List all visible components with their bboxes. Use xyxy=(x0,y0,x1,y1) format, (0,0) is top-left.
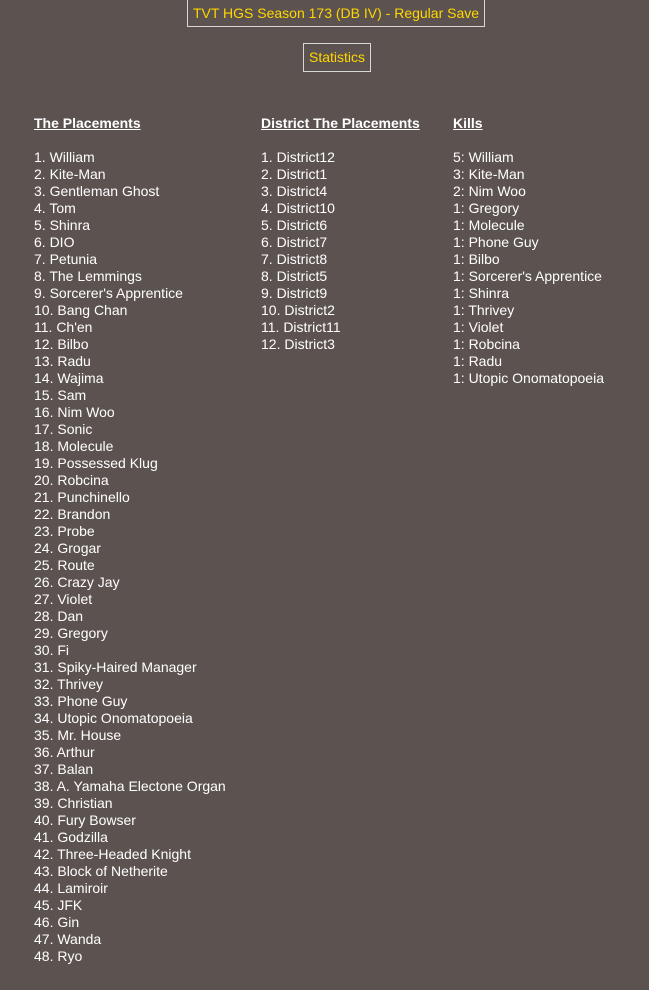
placement-item: 36. Arthur xyxy=(34,744,95,760)
placement-item: 7. Petunia xyxy=(34,251,98,267)
district-placements-list xyxy=(261,149,420,353)
district-placement-item: 4. District10 xyxy=(261,200,335,216)
kill-item: 1: Thrivey xyxy=(453,302,515,318)
district-placement-item: 2. District1 xyxy=(261,166,328,182)
placement-item: 14. Wajima xyxy=(34,370,104,386)
placement-item: 42. Three-Headed Knight xyxy=(34,846,191,862)
placement-item: 41. Godzilla xyxy=(34,829,108,845)
district-placements-heading: District The Placements xyxy=(261,115,420,131)
kill-item: 2: Nim Woo xyxy=(453,183,526,199)
placement-item: 18. Molecule xyxy=(34,438,114,454)
district-placement-item: 10. District2 xyxy=(261,302,335,318)
placement-item: 35. Mr. House xyxy=(34,727,122,743)
district-placement-item: 6. District7 xyxy=(261,234,328,250)
placement-item: 2. Kite-Man xyxy=(34,166,106,182)
placements-column xyxy=(34,115,226,965)
district-placement-item: 5. District6 xyxy=(261,217,328,233)
kill-item: 1: Shinra xyxy=(453,285,510,301)
district-placement-item: 12. District3 xyxy=(261,336,335,352)
placement-item: 33. Phone Guy xyxy=(34,693,128,709)
district-placement-item: 11. District11 xyxy=(261,319,341,335)
placement-item: 27. Violet xyxy=(34,591,93,607)
kill-item: 1: Bilbo xyxy=(453,251,500,267)
kill-item: 1: Radu xyxy=(453,353,503,369)
placement-item: 17. Sonic xyxy=(34,421,93,437)
placement-item: 30. Fi xyxy=(34,642,70,658)
kills-column xyxy=(453,115,604,387)
placement-item: 21. Punchinello xyxy=(34,489,130,505)
placement-item: 34. Utopic Onomatopoeia xyxy=(34,710,193,726)
placement-item: 3. Gentleman Ghost xyxy=(34,183,160,199)
district-placement-item: 3. District4 xyxy=(261,183,328,199)
placement-item: 43. Block of Netherite xyxy=(34,863,168,879)
kill-item: 1: Phone Guy xyxy=(453,234,539,250)
placement-item: 16. Nim Woo xyxy=(34,404,115,420)
placement-item: 23. Probe xyxy=(34,523,95,539)
kill-item: 1: Gregory xyxy=(453,200,520,216)
kills-list xyxy=(453,149,604,387)
placements-heading: The Placements xyxy=(34,115,141,131)
placement-item: 38. A. Yamaha Electone Organ xyxy=(34,778,226,794)
kill-item: 1: Utopic Onomatopoeia xyxy=(453,370,604,386)
district-placement-item: 7. District8 xyxy=(261,251,328,267)
statistics-button[interactable]: Statistics xyxy=(303,43,371,72)
placement-item: 22. Brandon xyxy=(34,506,111,522)
placement-item: 31. Spiky-Haired Manager xyxy=(34,659,197,675)
placement-item: 48. Ryo xyxy=(34,948,83,964)
placement-item: 20. Robcina xyxy=(34,472,109,488)
district-placements-column xyxy=(261,115,420,353)
placement-item: 29. Gregory xyxy=(34,625,108,641)
placement-item: 13. Radu xyxy=(34,353,91,369)
placement-item: 32. Thrivey xyxy=(34,676,103,692)
placement-item: 25. Route xyxy=(34,557,95,573)
placement-item: 5. Shinra xyxy=(34,217,91,233)
placement-item: 28. Dan xyxy=(34,608,84,624)
placement-item: 45. JFK xyxy=(34,897,83,913)
placement-item: 47. Wanda xyxy=(34,931,102,947)
placement-item: 40. Fury Bowser xyxy=(34,812,136,828)
placement-item: 12. Bilbo xyxy=(34,336,89,352)
placement-item: 15. Sam xyxy=(34,387,87,403)
placement-item: 8. The Lemmings xyxy=(34,268,142,284)
placement-item: 19. Possessed Klug xyxy=(34,455,158,471)
kill-item: 1: Sorcerer's Apprentice xyxy=(453,268,602,284)
district-placement-item: 1. District12 xyxy=(261,149,335,165)
placement-item: 4. Tom xyxy=(34,200,76,216)
placement-item: 37. Balan xyxy=(34,761,94,777)
page-title: TVT HGS Season 173 (DB IV) - Regular Save xyxy=(187,0,485,27)
kill-item: 1: Robcina xyxy=(453,336,520,352)
kill-item: 1: Violet xyxy=(453,319,504,335)
kills-heading: Kills xyxy=(453,115,483,131)
kill-item: 3: Kite-Man xyxy=(453,166,525,182)
kill-item: 5: William xyxy=(453,149,514,165)
placement-item: 26. Crazy Jay xyxy=(34,574,120,590)
placement-item: 10. Bang Chan xyxy=(34,302,128,318)
placement-item: 11. Ch'en xyxy=(34,319,93,335)
placement-item: 24. Grogar xyxy=(34,540,101,556)
placement-item: 9. Sorcerer's Apprentice xyxy=(34,285,183,301)
district-placement-item: 9. District9 xyxy=(261,285,328,301)
placement-item: 46. Gin xyxy=(34,914,80,930)
placement-item: 6. DIO xyxy=(34,234,75,250)
kill-item: 1: Molecule xyxy=(453,217,525,233)
placements-list xyxy=(34,149,226,965)
district-placement-item: 8. District5 xyxy=(261,268,328,284)
placement-item: 44. Lamiroir xyxy=(34,880,108,896)
placement-item: 39. Christian xyxy=(34,795,113,811)
placement-item: 1. William xyxy=(34,149,95,165)
